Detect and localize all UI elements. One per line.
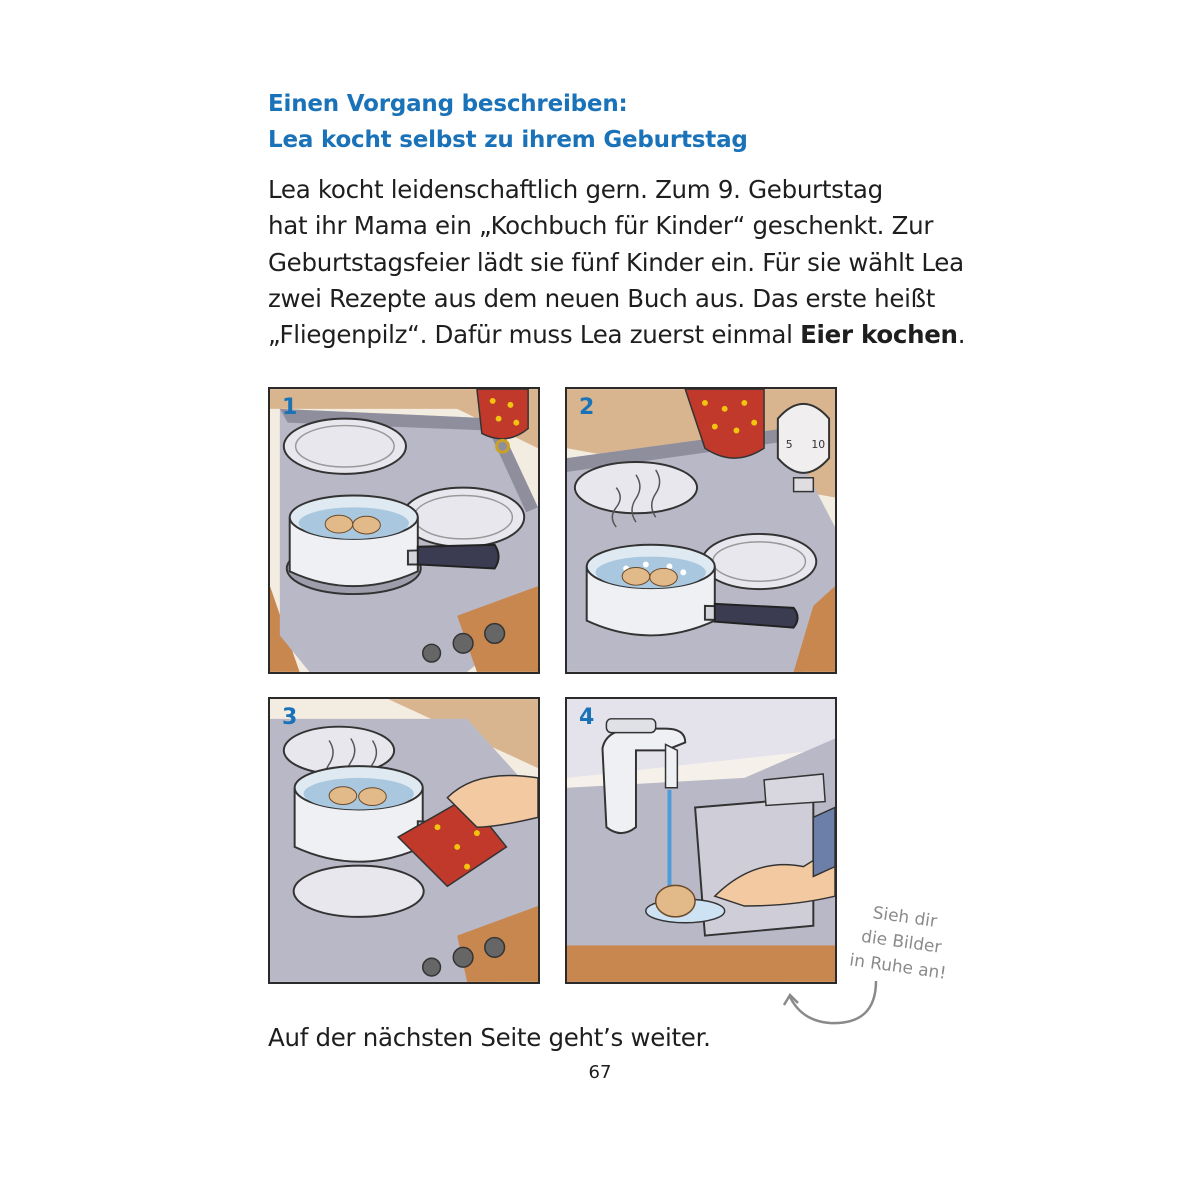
illustration-panel-1: [268, 387, 540, 674]
hint-line-3: in Ruhe an!: [848, 950, 948, 984]
hint-line-1: Sieh dir: [871, 903, 939, 932]
illustration-panel-2: [565, 387, 837, 674]
hint-line-2: die Bilder: [859, 926, 943, 958]
intro-line-3: Geburtstagsfeier lädt sie fünf Kinder ein. Für sie wählt Lea: [268, 247, 964, 277]
intro-line-5-suffix: .: [957, 320, 966, 350]
lifting-pot-oven-mitt-icon: [270, 699, 538, 982]
intro-line-5-prefix: „Fliegenpilz“. Dafür muss Lea zuerst einmal: [268, 320, 801, 350]
title-line-2: Lea kocht selbst zu ihrem Geburtstag: [268, 127, 748, 153]
panel-number-4: 4: [579, 705, 595, 730]
timer-label-left: 5: [785, 438, 793, 452]
timer-label-right: 10: [811, 438, 826, 452]
rinsing-egg-under-tap-icon: [567, 699, 835, 982]
title-line-1: Einen Vorgang beschreiben:: [268, 91, 628, 117]
boiling-pot-timer-icon: [567, 389, 835, 672]
intro-line-5: [268, 317, 966, 353]
intro-paragraph: [268, 172, 966, 353]
intro-emphasis: Eier kochen: [800, 320, 958, 350]
continuation-note: Auf der nächsten Seite geht’s weiter.: [268, 1023, 711, 1052]
panel-number-3: 3: [282, 705, 298, 730]
intro-line-2: hat ihr Mama ein „Kochbuch für Kinder“ geschenkt. Zur: [268, 211, 934, 241]
intro-line-1: Lea kocht leidenschaftlich gern. Zum 9. Geburtstag: [268, 175, 883, 204]
intro-line-4: zwei Rezepte aus dem neuen Buch aus. Das erste heißt: [268, 283, 936, 313]
stove-pot-eggs-icon: [270, 389, 538, 672]
page-title: [268, 86, 748, 158]
illustration-panel-4: [565, 697, 837, 984]
page-number: 67: [588, 1062, 612, 1083]
illustration-panel-3: [268, 697, 540, 984]
curved-arrow-icon: [780, 975, 890, 1035]
panel-number-2: 2: [579, 395, 595, 420]
panel-number-1: 1: [282, 395, 298, 420]
